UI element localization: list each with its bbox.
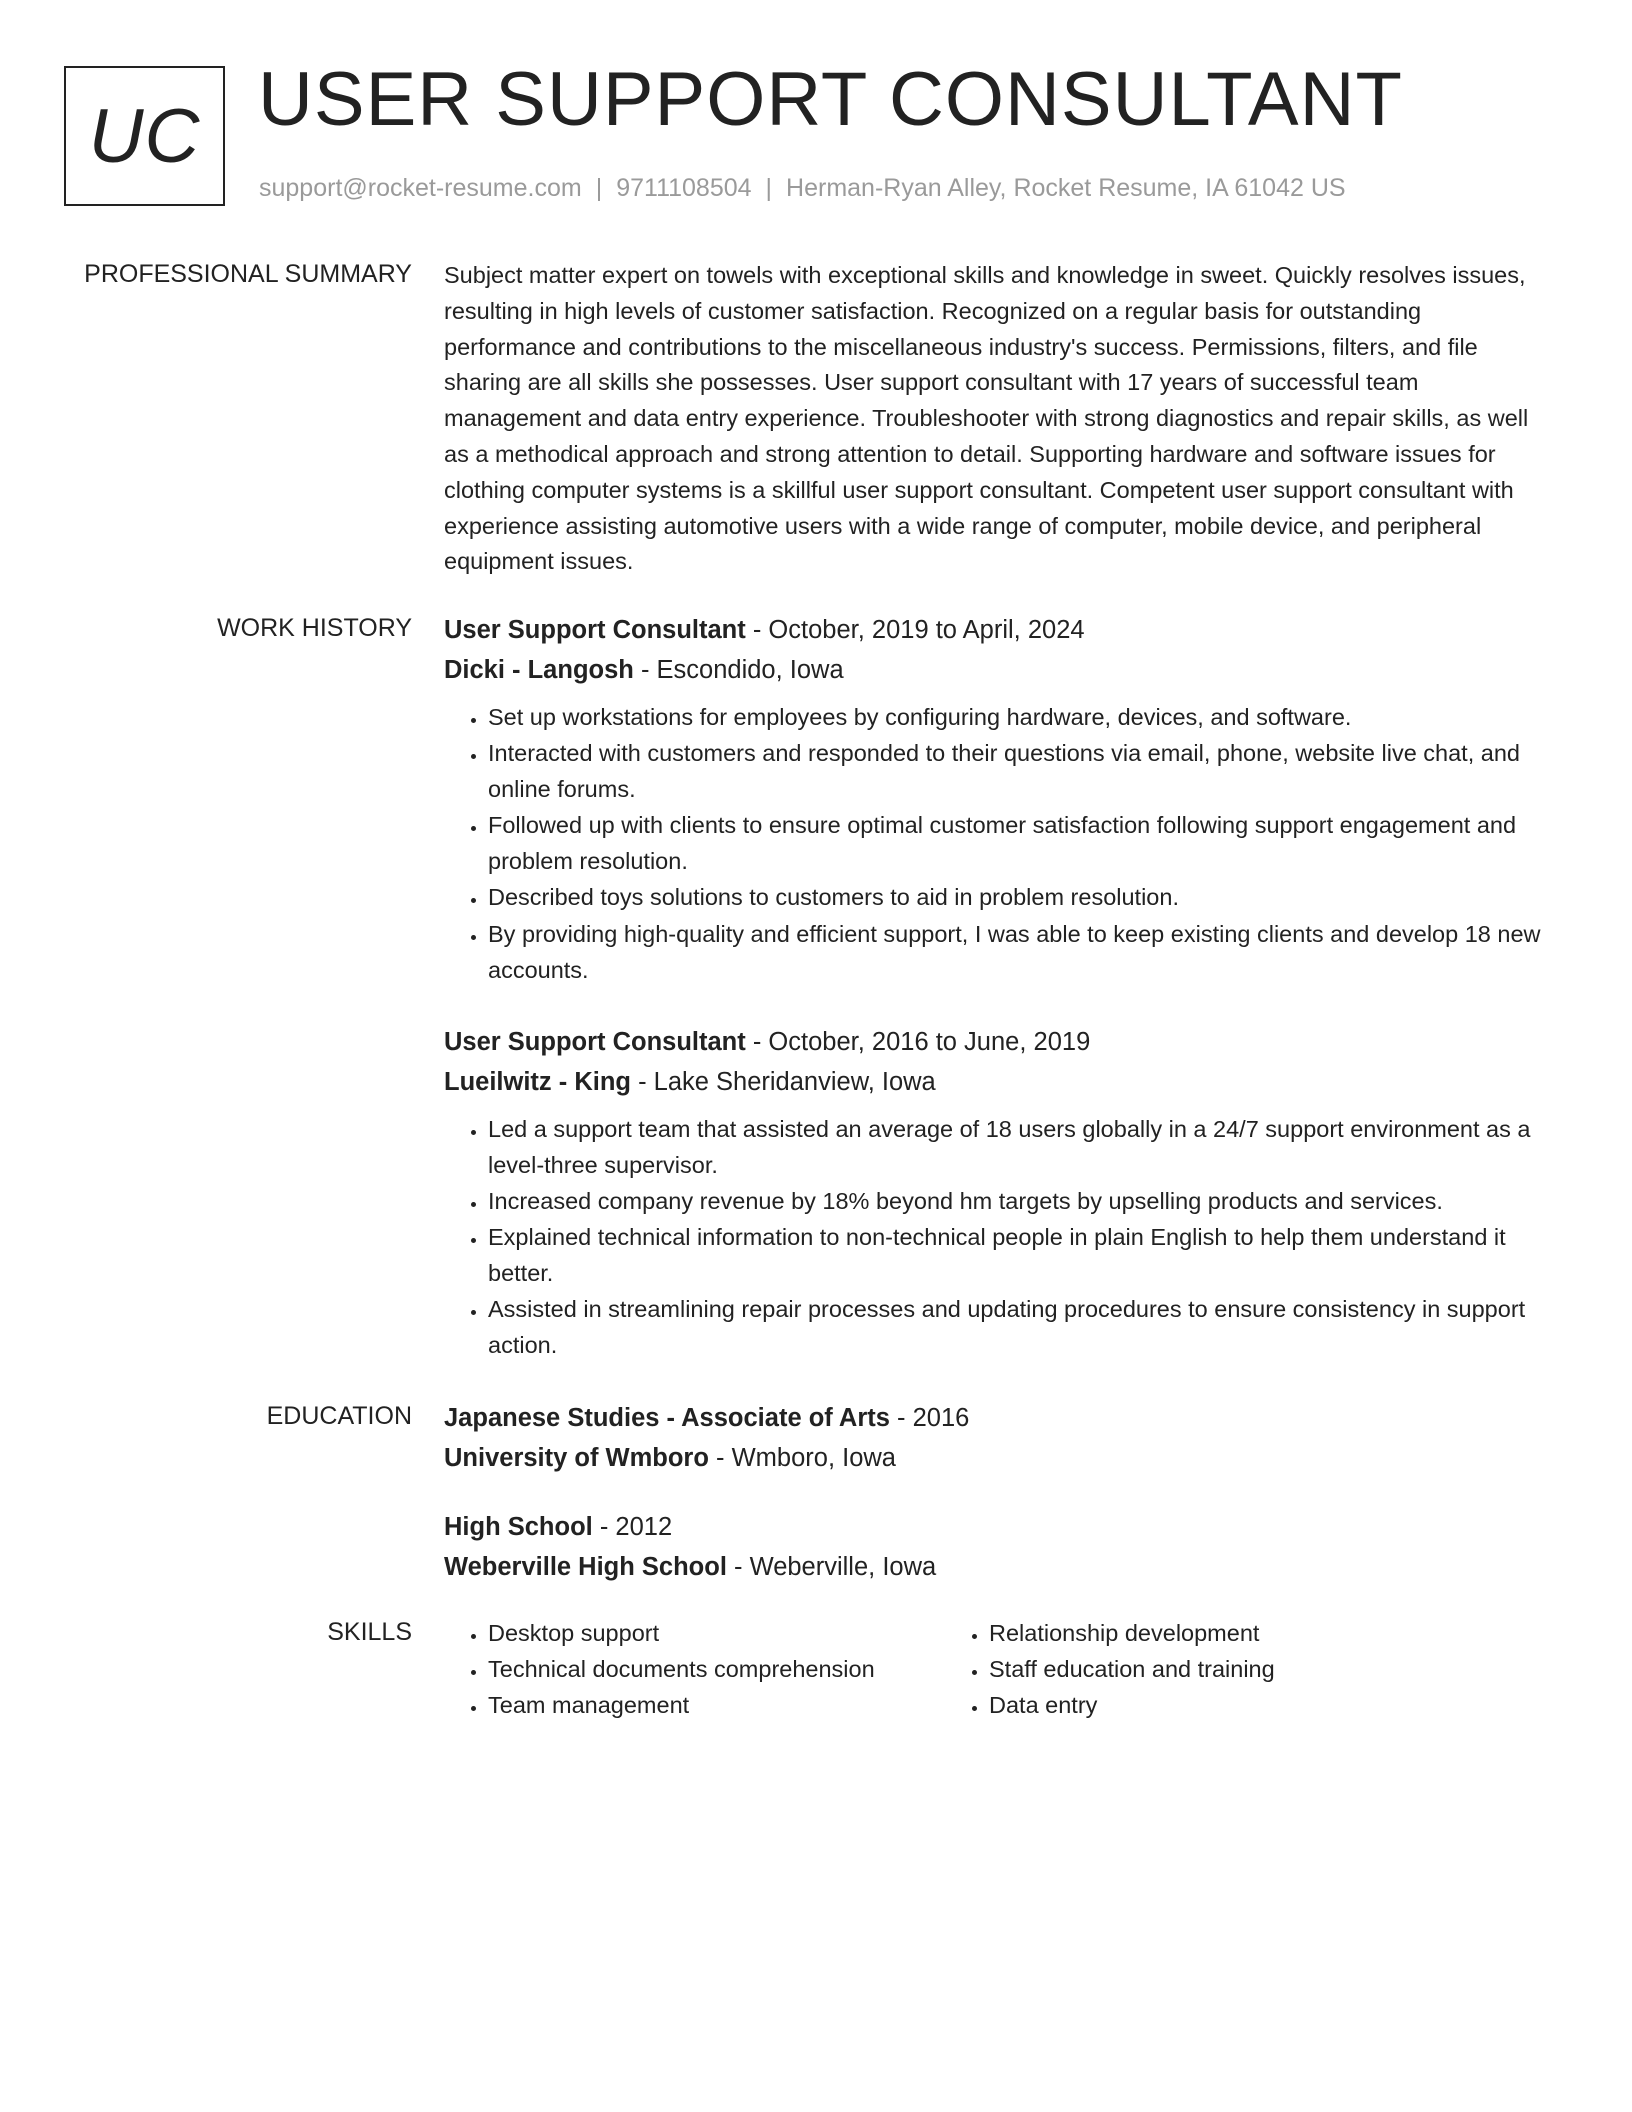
job-bullet: • Interacted with customers and responded to their questions via email, phone, website live chat, and online forums. [488,736,1556,808]
job-entry [444,610,1556,988]
education-degree-line [444,1398,1556,1438]
job-title: User Support Consultant [444,616,746,644]
job-bullet: • Described toys solutions to customers to aid in problem resolution. [488,880,1556,916]
education-school-line [444,1438,1556,1478]
education-school-line [444,1547,1556,1587]
skill-item: • Technical documents comprehension [488,1652,945,1688]
summary-section [444,258,1556,580]
section-label-education: EDUCATION [266,1402,412,1430]
job-title-line [444,1022,1556,1062]
contact-phone: 9711108504 [616,174,752,202]
job-location: - Escondido, Iowa [633,656,844,684]
section-label-skills: SKILLS [327,1618,412,1646]
skill-item: • Desktop support [488,1616,945,1652]
job-entry [444,1022,1556,1364]
section-label-work: WORK HISTORY [217,614,412,642]
skills-grid [444,1616,1556,1723]
job-bullet: • By providing high-quality and efficient support, I was able to keep existing clients and develop 18 new accounts. [488,917,1556,989]
contact-separator: | [765,174,773,202]
job-title-line [444,610,1556,650]
education-year: - 2016 [889,1404,970,1432]
contact-email: support@rocket-resume.com [259,174,582,202]
job-title: User Support Consultant [444,1028,746,1056]
job-bullet: • Increased company revenue by 18% beyond hm targets by upselling products and services. [488,1184,1556,1220]
contact-line [259,174,1346,203]
candidate-title: USER SUPPORT CONSULTANT [258,57,1403,142]
education-year: - 2012 [592,1513,673,1541]
skill-item: • Staff education and training [989,1652,1446,1688]
work-history-section-2 [444,1022,1556,1365]
job-location: - Lake Sheridanview, Iowa [630,1068,936,1096]
education-location: - Wmboro, Iowa [708,1444,896,1472]
job-dates: - October, 2016 to June, 2019 [745,1028,1091,1056]
job-company: Lueilwitz - King [444,1068,631,1096]
job-bullet: • Explained technical information to non-technical people in plain English to help them understand it better. [488,1220,1556,1292]
skill-item: • Team management [488,1688,945,1724]
job-bullet: • Set up workstations for employees by configuring hardware, devices, and software. [488,700,1556,736]
skills-column-left [444,1616,945,1723]
skill-item: • Data entry [989,1688,1446,1724]
job-company-line [444,650,1556,690]
contact-separator: | [595,174,603,202]
section-label-summary: PROFESSIONAL SUMMARY [84,260,412,288]
job-bullets [444,700,1556,988]
skill-item: • Relationship development [989,1616,1446,1652]
education-section-2 [444,1507,1556,1587]
job-company-line [444,1062,1556,1102]
skills-column-right [945,1616,1446,1723]
summary-text: Subject matter expert on towels with exceptional skills and knowledge in sweet. Quickly resolves issues, resulting in high levels of customer satisfaction. Recognized on a regular basis for outstanding performance and contributions to the miscellaneous industry's success. Permissions, filters, and file sharing are all skills she possesses. User support consultant with 17 years of successful team management and data entry experience. Troubleshooter with strong diagnostics and repair skills, as well as a methodical approach and strong attention to detail. Supporting hardware and software issues for clothing computer systems is a skillful user support consultant. Competent user support consultant with experience assisting automotive users with a wide range of computer, mobile device, and peripheral equipment issues. [444,262,1529,575]
education-degree: High School [444,1513,593,1541]
work-history-section [444,610,1556,989]
monogram-initials: UC [88,93,201,179]
education-school: University of Wmboro [444,1444,709,1472]
job-bullet: • Followed up with clients to ensure optimal customer satisfaction following support engagement and problem resolution. [488,808,1556,880]
job-dates: - October, 2019 to April, 2024 [745,616,1085,644]
contact-address: Herman-Ryan Alley, Rocket Resume, IA 61042 US [786,174,1346,202]
education-degree-line [444,1507,1556,1547]
education-section [444,1398,1556,1478]
education-degree: Japanese Studies - Associate of Arts [444,1404,890,1432]
job-bullets [444,1112,1556,1364]
job-bullet: • Assisted in streamlining repair processes and updating procedures to ensure consistency in support action. [488,1292,1556,1364]
education-location: - Weberville, Iowa [726,1553,937,1581]
skills-section [444,1616,1556,1723]
job-bullet: • Led a support team that assisted an average of 18 users globally in a 24/7 support environment as a level-three supervisor. [488,1112,1556,1184]
monogram-box [64,66,225,206]
job-company: Dicki - Langosh [444,656,634,684]
education-school: Weberville High School [444,1553,727,1581]
